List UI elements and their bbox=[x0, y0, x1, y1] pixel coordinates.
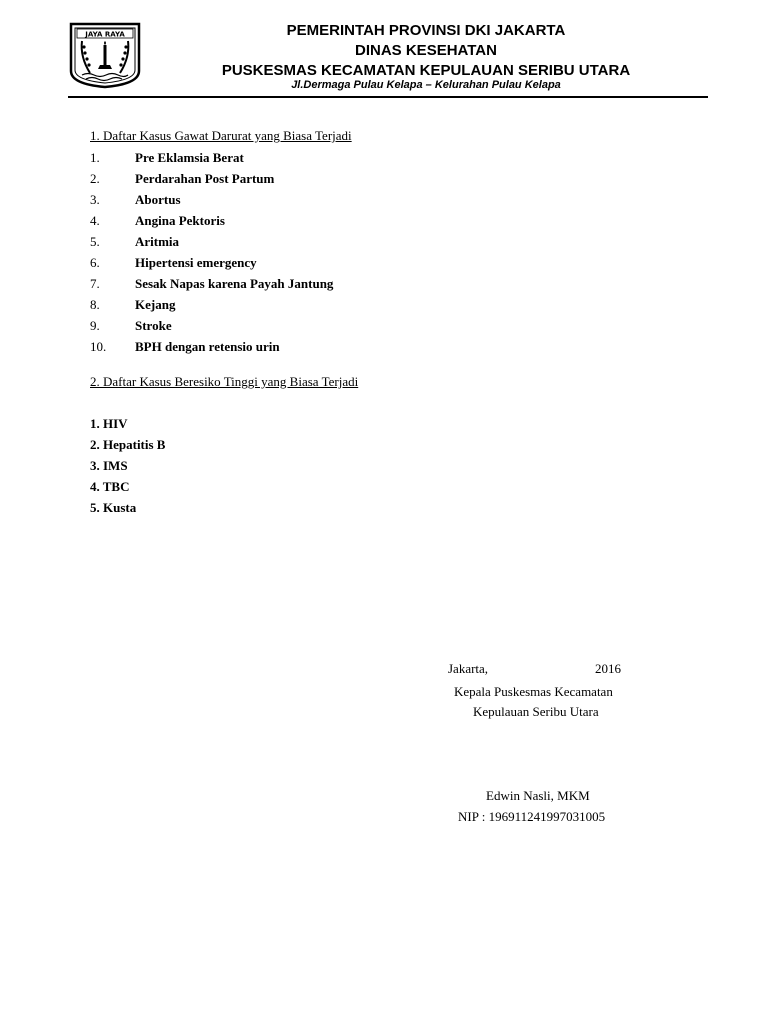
list-item: 4. TBC bbox=[90, 479, 130, 494]
letterhead-address: Jl.Dermaga Pulau Kelapa – Kelurahan Pulau Kelapa bbox=[291, 79, 561, 91]
list-item: 3. Abortus bbox=[90, 192, 181, 207]
list-item: 4. Angina Pektoris bbox=[90, 213, 225, 228]
signature-place: Jakarta, bbox=[448, 661, 489, 676]
list-item: 7. Sesak Napas karena Payah Jantung bbox=[90, 276, 334, 291]
letterhead-institution: PUSKESMAS KECAMATAN KEPULAUAN SERIBU UTARA bbox=[221, 62, 631, 79]
list-item: 10. BPH dengan retensio urin bbox=[90, 339, 280, 354]
emergency-case-list bbox=[90, 149, 333, 359]
svg-text:JAYA RAYA: JAYA RAYA bbox=[85, 30, 125, 39]
list-item: 2. Perdarahan Post Partum bbox=[90, 171, 275, 186]
list-item: 3. IMS bbox=[90, 458, 128, 473]
jaya-raya-emblem-icon bbox=[68, 21, 142, 89]
list-item: 5. Kusta bbox=[90, 500, 137, 515]
list-item: 1. HIV bbox=[90, 416, 128, 431]
signatory-nip: NIP : 196911241997031005 bbox=[458, 809, 606, 824]
signature-title-line1: Kepala Puskesmas Kecamatan bbox=[454, 684, 613, 699]
signature-title-line2: Kepulauan Seribu Utara bbox=[473, 704, 599, 719]
letterhead-government: PEMERINTAH PROVINSI DKI JAKARTA bbox=[286, 22, 566, 39]
high-risk-case-list bbox=[90, 415, 165, 520]
signatory-name: Edwin Nasli, MKM bbox=[486, 788, 590, 803]
signature-year: 2016 bbox=[595, 661, 621, 676]
section-emergency-heading: 1. Daftar Kasus Gawat Darurat yang Biasa Terjadi bbox=[90, 128, 352, 143]
list-item: 2. Hepatitis B bbox=[90, 437, 166, 452]
list-item: 8. Kejang bbox=[90, 297, 176, 312]
list-item: 9. Stroke bbox=[90, 318, 172, 333]
list-item: 5. Aritmia bbox=[90, 234, 180, 249]
letterhead-department: DINAS KESEHATAN bbox=[355, 42, 497, 59]
section-high-risk-heading: 2. Daftar Kasus Beresiko Tinggi yang Biasa Terjadi bbox=[90, 374, 359, 389]
list-item: 1. Pre Eklamsia Berat bbox=[90, 150, 244, 165]
list-item: 6. Hipertensi emergency bbox=[90, 255, 257, 270]
letterhead-divider bbox=[68, 96, 708, 98]
